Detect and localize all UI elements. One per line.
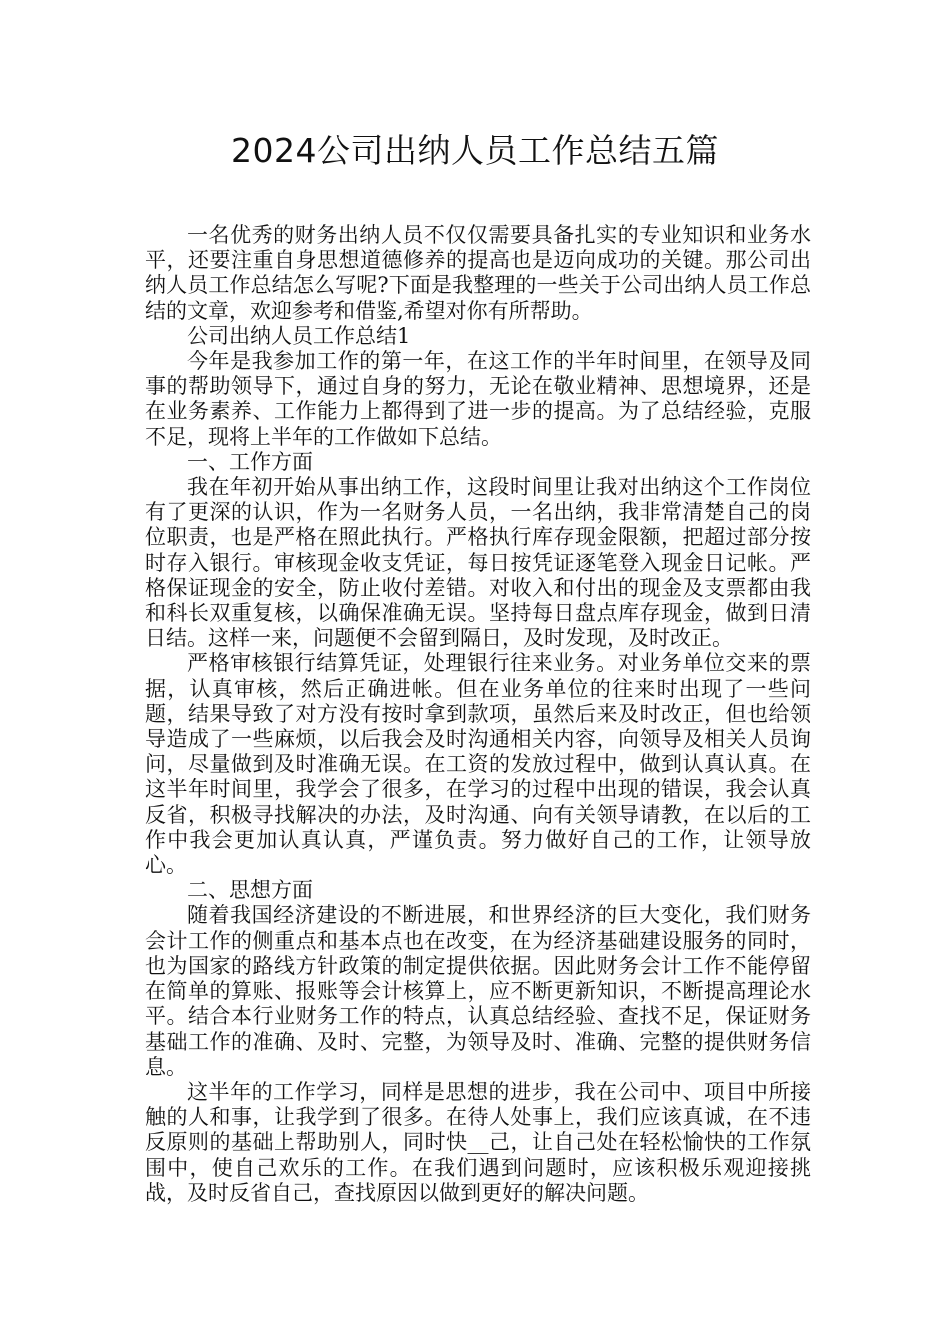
paragraph-intro: 一名优秀的财务出纳人员不仅仅需要具备扎实的专业知识和业务水平，还要注重自身思想道德修养的提高也是迈向成功的关键。那公司出纳人员工作总结怎么写呢?下面是我整理的一些关于公司出纳人员工作总结的文章，欢迎参考和借鉴,希望对你有所帮助。 — [145, 223, 811, 323]
paragraph: 我在年初开始从事出纳工作，这段时间里让我对出纳这个工作岗位有了更深的认识，作为一名财务人员，一名出纳，我非常清楚自己的岗位职责，也是严格在照此执行。严格执行库存现金限额，把超过部分按时存入银行。审核现金收支凭证，每日按凭证逐笔登入现金日记帐。严格保证现金的安全，防止收付差错。对收入和付出的现金及支票都由我和科长双重复核，以确保准确无误。坚持每日盘点库存现金，做到日清日结。这样一来，问题便不会留到隔日，及时发现，及时改正。 — [145, 475, 811, 651]
document-body — [145, 223, 811, 1206]
section-heading-work: 一、工作方面 — [187, 449, 313, 474]
paragraph: 随着我国经济建设的不断进展，和世界经济的巨大变化，我们财务会计工作的侧重点和基本点也在改变，在为经济基础建设服务的同时，也为国家的路线方针政策的制定提供依据。因此财务会计工作不能停留在简单的算账、报账等会计核算上，应不断更新知识，不断提高理论水平。结合本行业财务工作的特点，认真总结经验、查找不足，保证财务基础工作的准确、及时、完整，为领导及时、准确、完整的提供财务信息。 — [145, 903, 811, 1079]
section-heading-summary-1: 公司出纳人员工作总结1 — [187, 323, 411, 348]
paragraph: 严格审核银行结算凭证，处理银行往来业务。对业务单位交来的票据，认真审核，然后正确进帐。但在业务单位的往来时出现了一些问题，结果导致了对方没有按时拿到款项，虽然后来及时改正，但也给领导造成了一些麻烦，以后我会及时沟通相关内容，向领导及相关人员询问，尽量做到及时准确无误。在工资的发放过程中，做到认真认真。在这半年时间里，我学会了很多，在学习的过程中出现的错误，我会认真反省，积极寻找解决的办法，及时沟通、向有关领导请教，在以后的工作中我会更加认真认真，严谨负责。努力做好自己的工作，让领导放心。 — [145, 651, 811, 878]
paragraph: 今年是我参加工作的第一年，在这工作的半年时间里，在领导及同事的帮助领导下，通过自身的努力，无论在敬业精神、思想境界，还是在业务素养、工作能力上都得到了进一步的提高。为了总结经验，克服不足，现将上半年的工作做如下总结。 — [145, 349, 811, 449]
paragraph: 这半年的工作学习，同样是思想的进步，我在公司中、项目中所接触的人和事，让我学到了很多。在待人处事上，我们应该真诚，在不违反原则的基础上帮助别人，同时快__己，让自己处在轻松愉快的工作氛围中，使自己欢乐的工作。在我们遇到问题时，应该积极乐观迎接挑战，及时反省自己，查找原因以做到更好的解决问题。 — [145, 1079, 811, 1205]
document-title: 2024公司出纳人员工作总结五篇 — [231, 131, 719, 170]
section-heading-thought: 二、思想方面 — [187, 878, 313, 903]
